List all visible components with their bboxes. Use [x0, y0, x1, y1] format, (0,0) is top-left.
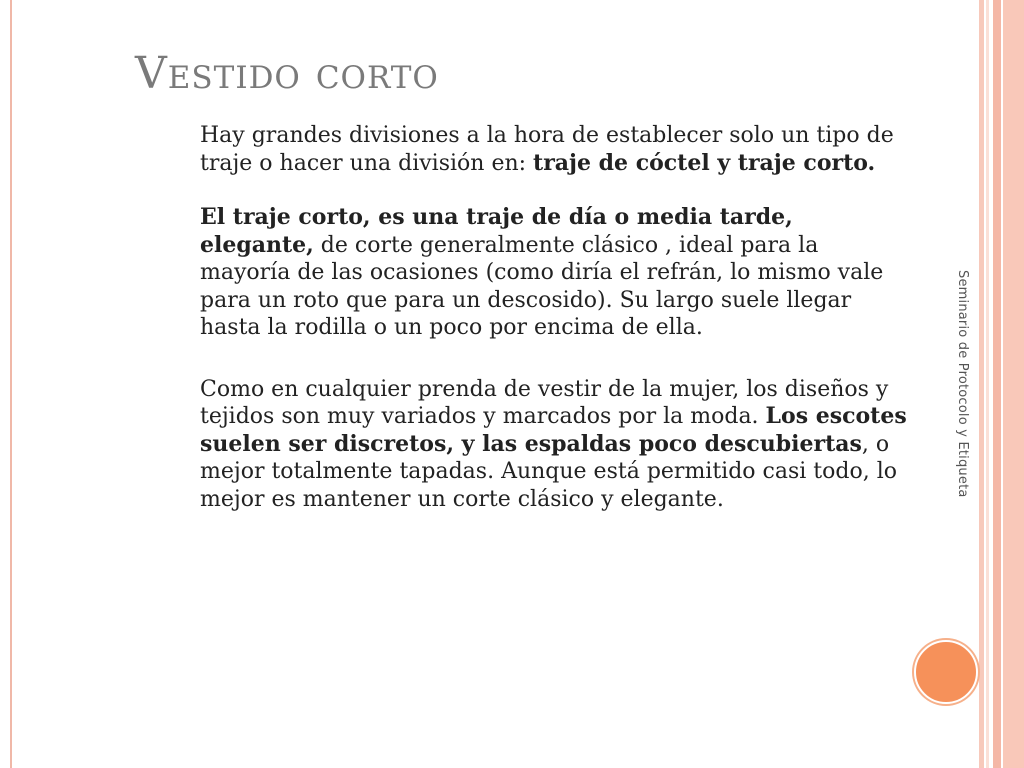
slide-title: Vestido corto [135, 48, 439, 99]
left-border-line [10, 0, 12, 768]
paragraph-text: de corte generalmente clásico , ideal para la mayoría de las ocasiones (como diría el refrán, lo mismo vale para un roto que para un descosido). Su largo suele llegar hasta la rodilla o un poco por encima de ella. [200, 232, 884, 340]
emphasis-text: traje de cóctel y traje corto. [533, 149, 876, 176]
right-decorative-bands [979, 0, 1024, 768]
emphasis-text: El traje corto, es una traje de día o media tarde, elegante, [200, 204, 793, 258]
paragraph-text: Hay grandes divisiones a la hora de establecer solo un tipo de traje o hacer una división en: [200, 123, 894, 176]
decorative-circle [914, 640, 978, 704]
decorative-band [979, 0, 984, 768]
decorative-band [993, 0, 1001, 768]
decorative-band [986, 0, 989, 768]
paragraph-definition [200, 204, 912, 342]
paragraph-text: , o mejor totalmente tapadas. Aunque está permitido casi todo, lo mejor es mantener un corte clásico y elegante. [200, 431, 897, 512]
slide-body [200, 122, 912, 513]
paragraph-text: Como en cualquier prenda de vestir de la mujer, los diseños y tejidos son muy variados y marcados por la moda. [200, 376, 889, 429]
emphasis-text: Los escotes suelen ser discretos, y las espaldas poco descubiertas [200, 403, 907, 457]
vertical-footer-label: Seminario de Protocolo y Etiqueta [955, 270, 970, 498]
paragraph-intro [200, 122, 912, 177]
decorative-band [1003, 0, 1024, 768]
paragraph-design [200, 376, 912, 514]
